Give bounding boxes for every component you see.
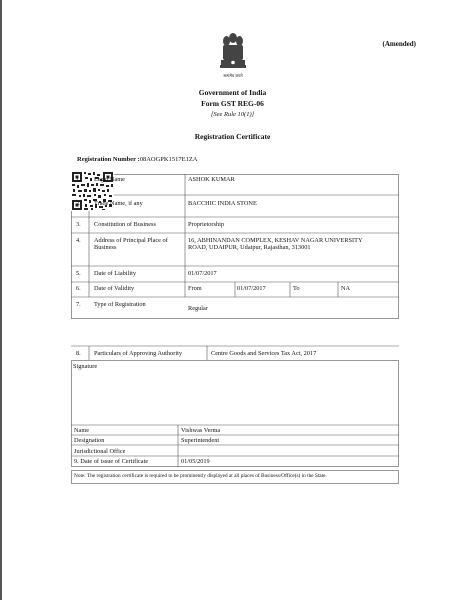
registration-number-label: Registration Number : xyxy=(77,156,140,163)
row-4-label-line-1: Address of Principal Place of xyxy=(94,237,168,244)
government-heading: Government of India xyxy=(198,88,267,97)
row-1-label: Legal Name xyxy=(94,176,125,183)
jurisdictional-office-label: Jurisdictional Office xyxy=(74,448,126,455)
row-4-label-line-2: Business xyxy=(94,244,117,251)
row-4-value-line-1: 16, ABHINANDAN COMPLEX, KESHAV NAGAR UNIVERSITY xyxy=(188,237,363,244)
registration-number-line xyxy=(77,156,198,163)
row-3-label: Constitution of Business xyxy=(94,221,156,228)
validity-from-value: 01/07/2017 xyxy=(237,285,266,292)
issue-date-label: 9. Date of issue of Certificate xyxy=(74,458,149,465)
validity-to-label: To xyxy=(293,285,300,292)
validity-from-label: From xyxy=(188,285,202,292)
registration-number-value: 08AOGPK1517E1ZA xyxy=(139,156,198,163)
amended-label: (Amended) xyxy=(382,40,416,48)
row-5-number: 5. xyxy=(76,270,81,277)
certificate-table xyxy=(71,171,399,491)
validity-to-value: NA xyxy=(341,285,351,292)
emblem-caption: सत्यमेव जयते xyxy=(223,73,243,78)
row-2-value: BACCHIC INDIA STONE xyxy=(188,200,257,207)
table-grid-lines xyxy=(71,171,399,491)
issue-date-value: 01/05/2019 xyxy=(181,458,210,465)
row-8-label: Particulars of Approving Authority xyxy=(94,350,182,357)
row-8-number: 8. xyxy=(76,350,81,357)
row-7-label: Type of Registration xyxy=(94,301,146,308)
row-1-number: 1. xyxy=(76,176,81,183)
row-6-number: 6. xyxy=(76,285,81,292)
signature-label: Signature xyxy=(73,363,98,370)
designation-label: Designation xyxy=(74,437,105,444)
name-value: Vishwas Verma xyxy=(181,427,221,434)
name-label: Name xyxy=(74,427,90,434)
rule-reference: [See Rule 10(1)] xyxy=(210,111,255,118)
form-heading: Form GST REG-06 xyxy=(201,99,264,108)
certificate-title: Registration Certificate xyxy=(194,132,271,141)
row-4-number: 4. xyxy=(76,237,81,244)
row-5-value: 01/07/2017 xyxy=(188,270,217,277)
row-7-number: 7. xyxy=(76,301,81,308)
row-6-label: Date of Validity xyxy=(94,285,135,292)
designation-value: Superintendent xyxy=(181,437,220,444)
row-2-label: Trade Name, if any xyxy=(94,200,143,207)
row-7-value: Regular xyxy=(188,305,208,312)
row-8-value: Centre Goods and Services Tax Act, 2017 xyxy=(211,350,317,357)
row-5-label: Date of Liability xyxy=(94,270,136,277)
row-3-number: 3. xyxy=(76,221,81,228)
row-1-value: ASHOK KUMAR xyxy=(188,176,235,183)
row-4-value-line-2: ROAD, UDAIPUR, Udaipur, Rajasthan, 313001 xyxy=(188,244,311,251)
row-3-value: Proprietorship xyxy=(188,221,225,228)
display-note: Note: The registration certificate is required to be prominently displayed at all places of Business/Office(s) in the State. xyxy=(74,473,327,479)
row-2-number: 2. xyxy=(76,200,81,207)
